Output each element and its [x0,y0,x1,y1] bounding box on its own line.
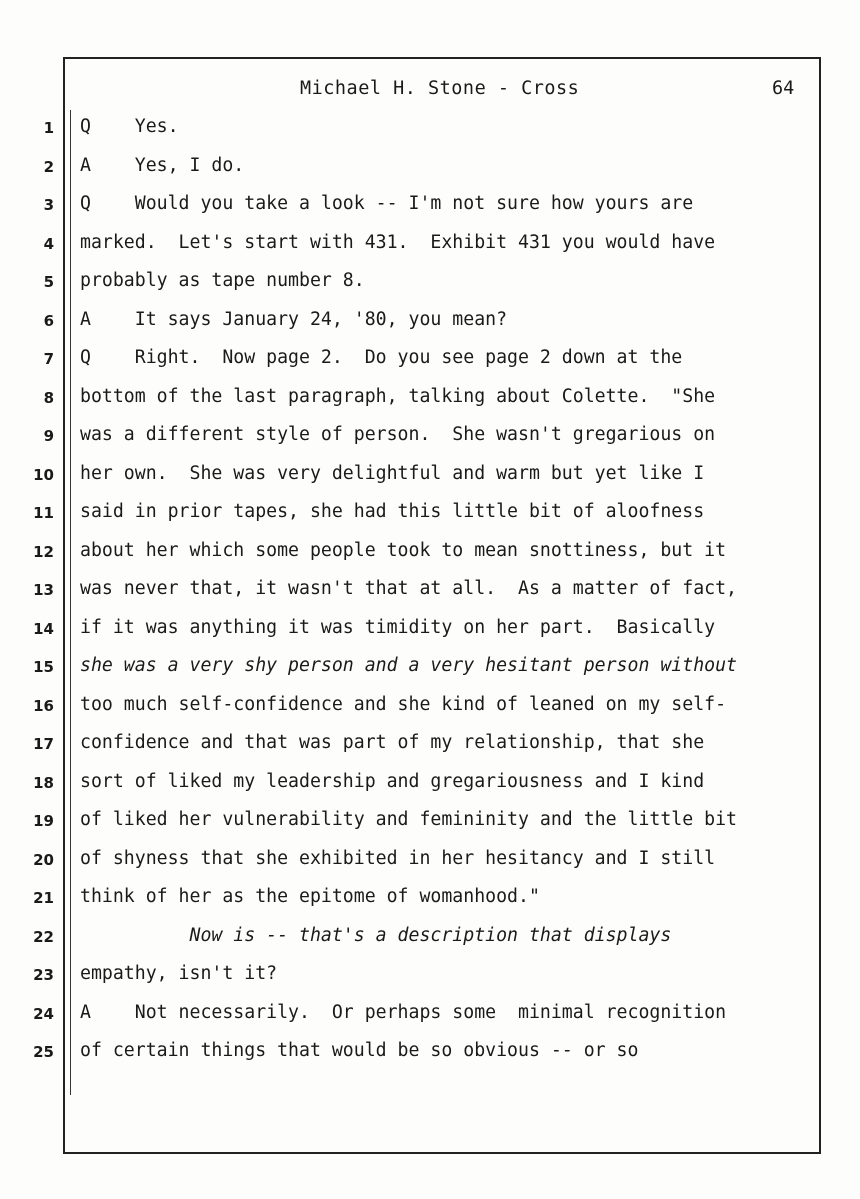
page-number: 64 [772,78,795,99]
margin-rule [70,110,71,1095]
transcript-line: of certain things that would be so obvious -- or so [80,1040,639,1061]
line-number: 20 [33,850,54,869]
transcript-line: Q Yes. [80,116,179,137]
transcript-line: confidence and that was part of my relationship, that she [80,732,705,753]
transcript-line: if it was anything it was timidity on her part. Basically [80,616,716,638]
line-number: 4 [43,234,54,253]
transcript-line: was never that, it wasn't that at all. As a matter of fact, [80,578,737,599]
line-number: 12 [33,542,54,561]
line-number: 10 [33,465,54,484]
line-number: 15 [33,658,54,676]
line-number: 11 [33,504,54,522]
line-number: 17 [33,735,54,753]
line-number: 2 [43,157,54,176]
transcript-line: sort of liked my leadership and gregariousness and I kind [80,770,705,792]
transcript-line: about her which some people took to mean snottiness, but it [80,539,727,561]
line-number: 9 [43,427,54,445]
line-number-column [14,117,54,1080]
transcript-line: said in prior tapes, she had this little bit of aloofness [80,501,705,522]
line-number: 6 [43,311,54,330]
line-number: 23 [33,966,54,984]
line-number: 19 [33,812,54,830]
line-number: 5 [43,273,54,291]
transcript-line: A It says January 24, '80, you mean? [80,308,508,330]
transcript-line: too much self-confidence and she kind of leaned on my self- [80,693,727,715]
line-number: 24 [33,1004,54,1023]
line-number: 1 [43,119,54,137]
transcript-text [80,115,810,1078]
transcript-line: probably as tape number 8. [80,270,365,291]
line-number: 21 [33,889,54,907]
transcript-line: bottom of the last paragraph, talking about Colette. "She [80,385,716,407]
transcript-line: her own. She was very delightful and warm but yet like I [80,462,705,484]
line-number: 18 [33,773,54,792]
transcript-line: was a different style of person. She wasn't gregarious on [80,424,716,445]
transcript-line: of liked her vulnerability and femininity and the little bit [80,809,737,830]
line-number: 25 [33,1043,54,1061]
page-header-title: Michael H. Stone - Cross [300,78,580,99]
transcript-line: of shyness that she exhibited in her hesitancy and I still [80,847,716,869]
line-number: 8 [43,388,54,407]
transcript-line: A Not necessarily. Or perhaps some minimal recognition [80,1001,727,1023]
line-number: 22 [33,927,54,946]
transcript-line: A Yes, I do. [80,154,245,176]
line-number: 13 [33,581,54,599]
transcript-line: Now is -- that's a description that displays [80,924,672,946]
transcript-line: think of her as the epitome of womanhood." [80,886,540,907]
transcript-line: Q Right. Now page 2. Do you see page 2 down at the [80,347,683,368]
transcript-line: she was a very shy person and a very hesitant person without [80,655,737,676]
line-number: 16 [33,696,54,715]
line-number: 7 [43,350,54,368]
line-number: 3 [43,196,54,214]
transcript-line: empathy, isn't it? [80,963,278,984]
transcript-line: Q Would you take a look -- I'm not sure how yours are [80,193,694,214]
line-number: 14 [33,619,54,638]
transcript-line: marked. Let's start with 431. Exhibit 431 you would have [80,231,716,253]
